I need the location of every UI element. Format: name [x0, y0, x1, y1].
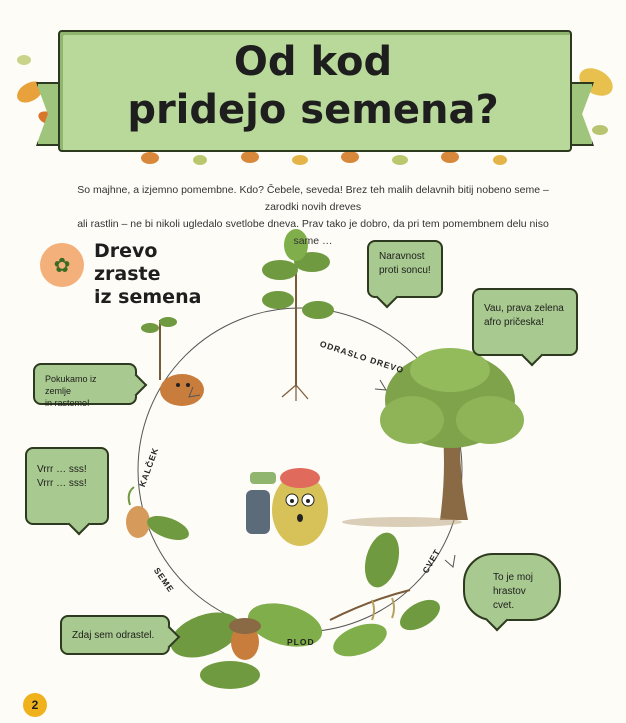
section-title-line-1: Drevo zraste	[94, 240, 161, 285]
sprouting-seed-illustration	[126, 487, 192, 545]
title-line-1: Od kod	[233, 39, 393, 85]
cycle-label-cvet: CVET	[420, 546, 443, 576]
page-number: 2	[23, 693, 47, 717]
sapling-illustration	[262, 229, 334, 401]
speech-bubble-vau	[472, 288, 578, 356]
cycle-label-odraslo-drevo: ODRASLO DREVO	[318, 338, 406, 376]
speech-bubble-vrrr	[25, 447, 109, 525]
bubble-text: afro pričeska!	[484, 317, 545, 328]
speech-bubble-hrastov-cvet	[463, 553, 561, 621]
section-title-line-2: iz semena	[94, 286, 202, 308]
bubble-text: Pokukamo iz zemlje	[45, 374, 97, 396]
section-title	[94, 240, 214, 309]
cycle-label-seme: SEME	[151, 565, 177, 595]
bubble-text: Naravnost	[379, 251, 425, 262]
bubble-text: proti soncu!	[379, 265, 431, 276]
bubble-text: Vrrr … sss!	[37, 478, 87, 489]
cycle-label-kalcek: KALČEK	[136, 445, 161, 489]
speech-bubble-naravnost	[367, 240, 443, 298]
oak-flower-branch-illustration	[329, 529, 445, 663]
intro-line-1: So majhne, a izjemno pomembne. Kdo? Čebele, seveda! Brez teh malih delavnih bitij nobeno seme – zarodki novih dreves	[77, 184, 549, 213]
page-title	[58, 38, 568, 134]
sprout-icon: ✿	[40, 243, 84, 287]
title-line-2: pridejo semena?	[127, 87, 499, 133]
bubble-text: Zdaj sem odrastel.	[72, 630, 155, 641]
bubble-text: in rastemo!	[45, 398, 90, 408]
intro-line-2: ali rastlin – ne bi nikoli ugledalo svetlobe dneva. Prav tako je dobro, da pri tem pomembnem delu niso same …	[77, 218, 549, 247]
speech-bubble-pokukamo	[33, 363, 137, 408]
bubble-text: To je moj	[493, 572, 534, 583]
cycle-label-plod: PLOD	[287, 637, 315, 647]
acorn-hiker-character	[246, 468, 328, 546]
oak-tree-illustration	[342, 348, 524, 527]
acorn-seedling-illustration	[141, 317, 204, 406]
bubble-text: hrastov cvet.	[493, 586, 526, 611]
speech-bubble-zdaj	[60, 615, 170, 655]
bubble-text: Vau, prava zelena	[484, 303, 564, 314]
bubble-text: Vrrr … sss!	[37, 464, 87, 475]
